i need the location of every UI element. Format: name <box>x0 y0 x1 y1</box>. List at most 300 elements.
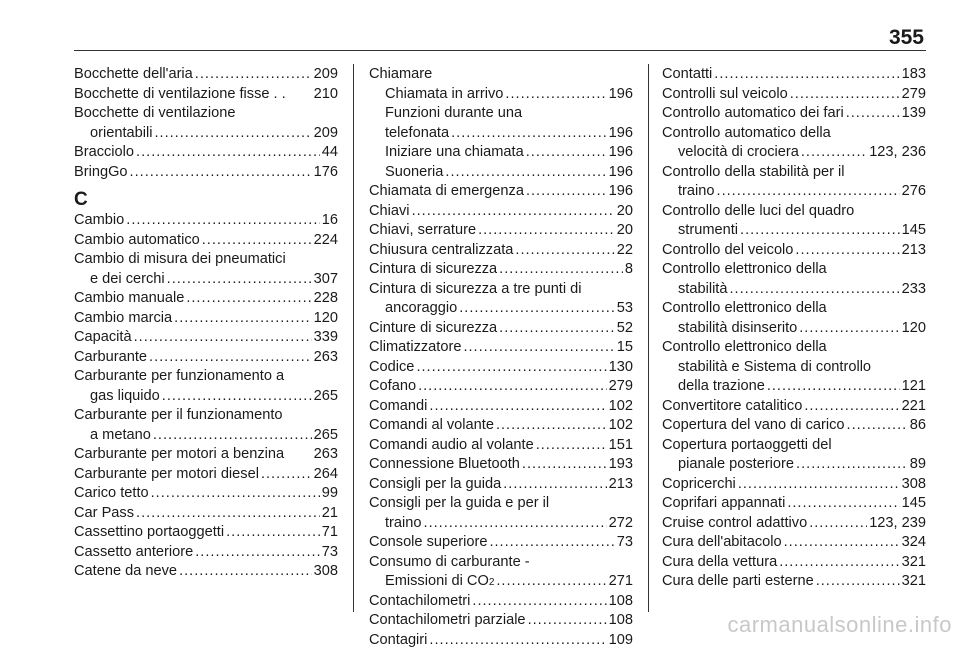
index-line: Emissioni di CO 2 ..... 271 <box>369 572 633 592</box>
index-entry <box>369 143 633 163</box>
leader-dots <box>167 270 312 290</box>
page-reference: 86 <box>910 416 926 436</box>
entry-text: Capacità <box>74 328 132 348</box>
index-entry <box>662 85 926 105</box>
entry-text: Climatizzatore <box>369 338 461 358</box>
page-reference: 120 <box>314 309 338 329</box>
index-line <box>74 270 338 290</box>
page-reference: 221 <box>902 397 926 417</box>
entry-text: Cura dell'abitacolo <box>662 533 782 553</box>
index-line <box>662 221 926 241</box>
index-line <box>369 260 633 280</box>
index-entry <box>369 377 633 397</box>
entry-text: orientabili <box>90 124 152 144</box>
leader-dots <box>505 85 606 105</box>
leader-dots <box>149 348 312 368</box>
leader-dots <box>787 494 899 514</box>
leader-dots <box>714 65 899 85</box>
entry-text: telefonata <box>385 124 449 144</box>
index-line <box>662 338 926 358</box>
index-line <box>662 241 926 261</box>
index-entry <box>662 572 926 592</box>
page-reference: 321 <box>902 572 926 592</box>
index-entry <box>662 475 926 495</box>
index-line <box>369 65 633 85</box>
index-line <box>74 465 338 485</box>
leader-dots <box>151 484 320 504</box>
leader-dots <box>796 455 908 475</box>
page-reference: 209 <box>314 124 338 144</box>
page-reference: 196 <box>609 124 633 144</box>
entry-text: Chiamare <box>369 65 432 85</box>
entry-text: Cofano <box>369 377 416 397</box>
index-entry <box>369 182 633 202</box>
page-reference: 193 <box>609 455 633 475</box>
leader-dots <box>499 319 615 339</box>
watermark: carmanualsonline.info <box>727 612 952 638</box>
page-reference: 73 <box>322 543 338 563</box>
entry-text: Bracciolo <box>74 143 134 163</box>
entry-text: Console superiore <box>369 533 487 553</box>
index-entry <box>662 124 926 163</box>
index-line <box>662 358 926 378</box>
index-line <box>662 475 926 495</box>
index-line <box>662 377 926 397</box>
leader-dots <box>740 221 900 241</box>
index-entry <box>74 523 338 543</box>
entry-text: Controllo delle luci del quadro <box>662 202 854 222</box>
entry-text: Coprifari appannati <box>662 494 785 514</box>
page-reference: 264 <box>314 465 338 485</box>
page-reference: 271 <box>609 572 633 592</box>
entry-text: Controllo elettronico della <box>662 260 827 280</box>
leader-dots <box>489 533 614 553</box>
page-reference: 196 <box>609 163 633 183</box>
index-line <box>369 455 633 475</box>
index-entry <box>369 533 633 553</box>
leader-dots <box>846 104 900 124</box>
page-reference: 16 <box>322 211 338 231</box>
entry-text: a metano <box>90 426 151 446</box>
page-reference: 209 <box>314 65 338 85</box>
page-reference: 279 <box>609 377 633 397</box>
entry-text: Controllo elettronico della <box>662 338 827 358</box>
index-line <box>74 231 338 251</box>
index-line <box>369 416 633 436</box>
entry-text: Cura della vettura <box>662 553 777 573</box>
index-line <box>74 163 338 183</box>
index-line <box>74 211 338 231</box>
index-line <box>369 319 633 339</box>
entry-text: Copertura portaoggetti del <box>662 436 832 456</box>
page-reference: 99 <box>322 484 338 504</box>
index-entry <box>74 250 338 289</box>
leader-dots <box>729 280 899 300</box>
leader-dots <box>424 514 607 534</box>
leader-dots <box>418 377 607 397</box>
leader-dots <box>816 572 900 592</box>
index-line <box>369 143 633 163</box>
entry-text: Cambio di misura dei pneumatici <box>74 250 286 270</box>
page-reference: 265 <box>314 387 338 407</box>
index-entry <box>74 504 338 524</box>
index-line <box>662 553 926 573</box>
index-entry <box>662 104 926 124</box>
page-reference: 145 <box>902 494 926 514</box>
index-line <box>662 143 926 163</box>
entry-text: Copertura del vano di carico <box>662 416 845 436</box>
page-reference: 71 <box>322 523 338 543</box>
index-line <box>369 494 633 514</box>
page-reference: 183 <box>902 65 926 85</box>
entry-text: traino <box>678 182 715 202</box>
index-entry <box>662 299 926 338</box>
index-entry <box>369 358 633 378</box>
page-reference: 276 <box>902 182 926 202</box>
entry-text: Controlli sul veicolo <box>662 85 788 105</box>
leader-dots <box>153 426 312 446</box>
index-entry <box>74 348 338 368</box>
leader-dots <box>503 475 606 495</box>
page-reference: 123, 236 <box>869 143 926 163</box>
page-number: 355 <box>889 26 924 50</box>
index-line <box>369 241 633 261</box>
index-line <box>74 143 338 163</box>
entry-text: Catene da neve <box>74 562 177 582</box>
index-line <box>662 104 926 124</box>
page-reference: 213 <box>609 475 633 495</box>
leader-dots <box>429 631 606 650</box>
index-line <box>369 377 633 397</box>
entry-text: ancoraggio <box>385 299 457 319</box>
leader-dots <box>126 211 319 231</box>
leader-dots <box>195 65 312 85</box>
index-line <box>662 494 926 514</box>
leader-dots <box>799 319 899 339</box>
entry-text: Cruise control adattivo <box>662 514 807 534</box>
entry-text: stabilità e Sistema di controllo <box>678 358 871 378</box>
index-entry <box>662 514 926 534</box>
entry-text: gas liquido <box>90 387 160 407</box>
index-entry <box>662 163 926 202</box>
index-line <box>74 250 338 270</box>
index-line <box>662 65 926 85</box>
leader-dots <box>154 124 311 144</box>
page-reference: 233 <box>902 280 926 300</box>
leader-dots <box>536 436 607 456</box>
index-entry <box>369 319 633 339</box>
leader-dots <box>162 387 312 407</box>
entry-text: Cintura di sicurezza a tre punti di <box>369 280 582 300</box>
entry-text: Connessione Bluetooth <box>369 455 520 475</box>
leader-dots <box>179 562 312 582</box>
entry-text: Bocchette di ventilazione <box>74 104 235 124</box>
page-reference: 102 <box>609 416 633 436</box>
index-entry <box>662 416 926 436</box>
entry-text: Carburante per il funzionamento <box>74 406 283 426</box>
index-line <box>369 221 633 241</box>
index-line <box>369 358 633 378</box>
index-entry <box>369 221 633 241</box>
leader-dots <box>767 377 900 397</box>
leader-dots <box>795 241 899 261</box>
entry-text: traino <box>385 514 422 534</box>
entry-text: Contachilometri <box>369 592 470 612</box>
index-entry <box>369 280 633 319</box>
leader-dots <box>526 182 607 202</box>
leader-dots <box>790 85 900 105</box>
page-reference: 123, 239 <box>869 514 926 534</box>
index-line <box>74 348 338 368</box>
page-reference: 20 <box>617 202 633 222</box>
index-entry <box>74 289 338 309</box>
page-reference: 73 <box>617 533 633 553</box>
index-entry <box>74 104 338 143</box>
entry-text: Cassettino portaoggetti <box>74 523 224 543</box>
index-entry <box>74 85 338 105</box>
entry-text: Cinture di sicurezza <box>369 319 497 339</box>
page-reference: 52 <box>617 319 633 339</box>
page-reference: 213 <box>902 241 926 261</box>
leader-dots <box>528 611 607 631</box>
entry-text: Consigli per la guida e per il <box>369 494 549 514</box>
index-entry <box>74 367 338 406</box>
index-entry <box>369 397 633 417</box>
page-reference: 321 <box>902 553 926 573</box>
entry-text: Iniziare una chiamata <box>385 143 524 163</box>
index-entry <box>369 260 633 280</box>
index-line <box>369 397 633 417</box>
index-line <box>662 280 926 300</box>
column-divider <box>353 64 354 612</box>
index-line <box>369 553 633 573</box>
index-entry <box>74 231 338 251</box>
index-line <box>74 124 338 144</box>
entry-text: Controllo del veicolo <box>662 241 793 261</box>
index-line <box>662 572 926 592</box>
leader-dots <box>478 221 615 241</box>
index-entry <box>369 163 633 183</box>
entry-text: strumenti <box>678 221 738 241</box>
page-reference: 108 <box>609 592 633 612</box>
leader-dots <box>804 397 899 417</box>
entry-text: pianale posteriore <box>678 455 794 475</box>
index-line <box>662 260 926 280</box>
entry-text: Carburante per motori diesel <box>74 465 259 485</box>
entry-text: Carburante per funzionamento a <box>74 367 284 387</box>
leader-dots <box>202 231 312 251</box>
entry-text: Controllo elettronico della <box>662 299 827 319</box>
entry-text: Controllo automatico dei fari <box>662 104 844 124</box>
index-entry <box>369 241 633 261</box>
index-line <box>369 299 633 319</box>
index-line <box>74 523 338 543</box>
index-line <box>369 163 633 183</box>
index-line <box>662 397 926 417</box>
index-line <box>74 367 338 387</box>
leader-dots <box>809 514 867 534</box>
leader-dots <box>174 309 312 329</box>
index-entry <box>369 494 633 533</box>
entry-text: Cambio marcia <box>74 309 172 329</box>
index-line <box>74 484 338 504</box>
leader-dots <box>779 553 899 573</box>
index-line <box>662 202 926 222</box>
leader-dots <box>801 143 867 163</box>
page-reference: 263 <box>314 445 338 465</box>
page-reference: 109 <box>609 631 633 650</box>
leader-dots <box>463 338 614 358</box>
entry-text: Comandi <box>369 397 427 417</box>
leader-dots <box>459 299 615 319</box>
page-reference: 89 <box>910 455 926 475</box>
index-column-2 <box>369 65 633 650</box>
entry-text: Cintura di sicurezza <box>369 260 497 280</box>
index-entry <box>662 533 926 553</box>
entry-text: stabilità <box>678 280 727 300</box>
page-reference: 308 <box>902 475 926 495</box>
index-line <box>369 514 633 534</box>
entry-text: Cambio manuale <box>74 289 184 309</box>
leader-dots <box>186 289 311 309</box>
page-reference: 196 <box>609 182 633 202</box>
index-entry <box>369 455 633 475</box>
page-reference: 210 <box>314 85 338 105</box>
entry-text: Carburante <box>74 348 147 368</box>
index-line <box>662 163 926 183</box>
entry-text: Cambio <box>74 211 124 231</box>
entry-text: Consumo di carburante - <box>369 553 530 573</box>
entry-text: della trazione <box>678 377 765 397</box>
leader-dots <box>412 202 615 222</box>
page-reference: 307 <box>314 270 338 290</box>
index-entry <box>369 338 633 358</box>
entry-text: Cambio automatico <box>74 231 200 251</box>
entry-text: Contatti <box>662 65 712 85</box>
index-line <box>369 182 633 202</box>
page-reference: 121 <box>902 377 926 397</box>
leader-dots <box>522 455 607 475</box>
entry-text: velocità di crociera <box>678 143 799 163</box>
index-entry <box>74 562 338 582</box>
index-line <box>369 533 633 553</box>
index-line <box>662 124 926 144</box>
entry-text: Controllo automatico della <box>662 124 831 144</box>
index-line <box>74 426 338 446</box>
leader-dots <box>847 416 908 436</box>
page-reference: 102 <box>609 397 633 417</box>
page-reference: 272 <box>609 514 633 534</box>
entry-text: Chiavi, serrature <box>369 221 476 241</box>
page-reference: 196 <box>609 143 633 163</box>
index-line <box>662 514 926 534</box>
entry-text: Convertitore catalitico <box>662 397 802 417</box>
leader-dots <box>717 182 900 202</box>
page-reference: 228 <box>314 289 338 309</box>
index-entry <box>74 484 338 504</box>
leader-dots <box>195 543 320 563</box>
index-entry <box>74 543 338 563</box>
page-reference: 145 <box>902 221 926 241</box>
page-reference: 120 <box>902 319 926 339</box>
index-entry <box>74 445 338 465</box>
page-reference: 20 <box>617 221 633 241</box>
entry-text: Bocchette dell'aria <box>74 65 193 85</box>
index-line <box>369 85 633 105</box>
leader-dots <box>134 328 312 348</box>
page-reference: 308 <box>314 562 338 582</box>
leader-dots <box>515 241 614 261</box>
entry-text: Car Pass <box>74 504 134 524</box>
index-entry <box>74 163 338 183</box>
entry-text: e dei cerchi <box>90 270 165 290</box>
page-reference: 265 <box>314 426 338 446</box>
page-reference: 151 <box>609 436 633 456</box>
entry-text: Contagiri <box>369 631 427 650</box>
leader-dots <box>130 163 312 183</box>
index-entry <box>74 309 338 329</box>
entry-text: Contachilometri parziale <box>369 611 526 631</box>
page-reference: 139 <box>902 104 926 124</box>
index-line <box>662 182 926 202</box>
page-reference: 108 <box>609 611 633 631</box>
index-line <box>369 611 633 631</box>
index-entry <box>74 143 338 163</box>
index-entry <box>74 406 338 445</box>
page-reference: 53 <box>617 299 633 319</box>
index-entry <box>369 65 633 85</box>
entry-text: Comandi audio al volante <box>369 436 534 456</box>
index-entry <box>369 436 633 456</box>
entry-text: stabilità disinserito <box>678 319 797 339</box>
index-entry <box>662 494 926 514</box>
index-entry <box>662 553 926 573</box>
entry-text: Codice <box>369 358 414 378</box>
index-line <box>74 328 338 348</box>
index-line <box>74 406 338 426</box>
entry-text: Cassetto anteriore <box>74 543 193 563</box>
index-line <box>369 631 633 650</box>
index-entry <box>369 202 633 222</box>
index-entry <box>369 104 633 143</box>
entry-text: Copricerchi <box>662 475 736 495</box>
index-entry <box>662 202 926 241</box>
page-reference: 324 <box>902 533 926 553</box>
index-line <box>74 104 338 124</box>
index-line <box>369 338 633 358</box>
leader-dots <box>416 358 606 378</box>
page-reference: 44 <box>322 143 338 163</box>
index-line <box>369 280 633 300</box>
page-reference: 8 <box>625 260 633 280</box>
index-entry <box>369 611 633 631</box>
index-entry <box>662 65 926 85</box>
index-entry <box>369 85 633 105</box>
index-entry <box>369 475 633 495</box>
entry-text: Chiavi <box>369 202 410 222</box>
index-column-3 <box>662 65 926 592</box>
column-divider <box>648 64 649 612</box>
leader-dots <box>496 416 607 436</box>
entry-text: Chiamata in arrivo <box>385 85 503 105</box>
index-line <box>74 504 338 524</box>
entry-text: BringGo <box>74 163 128 183</box>
entry-text: Chiusura centralizzata <box>369 241 513 261</box>
entry-text: Consigli per la guida <box>369 475 501 495</box>
leader-dots <box>784 533 900 553</box>
index-column-1 <box>74 65 338 582</box>
index-entry <box>662 338 926 397</box>
